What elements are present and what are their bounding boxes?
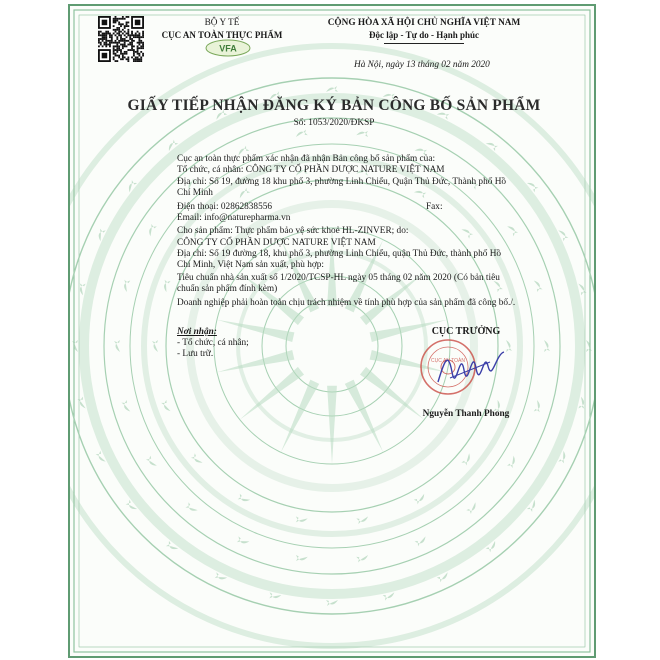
standard-line-1: Tiêu chuẩn nhà sản xuất số 1/2020/TCSP-HL ngày 05 tháng 02 năm 2020 (Có bản tiêu (177, 273, 500, 283)
drum-figure (190, 453, 202, 466)
signer-role: CỤC TRƯỞNG (431, 326, 501, 337)
handwritten-signature (430, 342, 510, 392)
drum-figure (578, 282, 587, 295)
email-line: Email: info@naturepharma.vn (177, 213, 291, 223)
body-line-2: Tổ chức, cá nhân: CÔNG TY CỔ PHẦN DƯỢC NATURE VIỆT NAM (177, 165, 445, 175)
recipient-item-2: - Lưu trữ. (177, 349, 214, 359)
drum-figure (544, 340, 550, 352)
drum-figure (72, 340, 78, 352)
document-title: GIẤY TIẾP NHẬN ĐĂNG KÝ BẢN CÔNG BỐ SẢN PHẨM (127, 97, 541, 114)
drum-figure (145, 456, 157, 469)
drum-figure (414, 494, 427, 505)
drum-figure (414, 187, 427, 198)
drum-star-ray (217, 350, 294, 372)
drum-figure (356, 555, 369, 563)
drum-figure (161, 400, 171, 413)
drum-figure (295, 129, 308, 137)
drum-star-ray (327, 386, 337, 464)
body-line-1: Cục an toàn thực phẩm xác nhận đã nhận Bản công bố sản phẩm của: (177, 154, 436, 164)
ministry-name: BỘ Y TẾ (204, 18, 240, 28)
drum-figure (295, 555, 308, 563)
responsibility-line: Doanh nghiệp phải hoàn toàn chịu trách nhiệm về tính phù hợp của sản phẩm đã công bố./. (177, 298, 516, 308)
manufacturer-address-2: Chí Minh, Việt Nam sản xuất, phù hợp: (177, 260, 324, 270)
body-line-3: Địa chỉ: Số 19, đường 18 khu phố 3, phường Linh Chiểu, Quận Thủ Đức, Thành phố Hồ (177, 177, 507, 187)
recipients-heading: Nơi nhận: (177, 327, 217, 337)
drum-figure (121, 400, 130, 413)
body-line-4: Chí Minh (177, 188, 213, 198)
drum-figure (295, 516, 308, 524)
svg-text:VFA: VFA (219, 43, 237, 54)
certificate-document (68, 4, 596, 658)
product-line: Cho sản phẩm: Thực phẩm bảo vệ sức khoẻ HL-ZINVER; do: (177, 226, 409, 236)
agency-name: CỤC AN TOÀN THỰC PHẨM (161, 30, 283, 40)
national-motto: Độc lập - Tự do - Hạnh phúc (368, 30, 480, 40)
drum-figure (145, 223, 157, 236)
drum-figure (507, 456, 519, 469)
manufacturer-address-1: Địa chỉ: Số 19 đường 18, khu phố 3, phường Linh Chiểu, quận Thủ Đức, thành phố Hồ (177, 249, 502, 259)
drum-figure (326, 600, 338, 606)
vfa-logo (205, 39, 251, 57)
drum-figure (152, 340, 158, 352)
motto-underline (384, 43, 464, 44)
drum-figure (326, 86, 338, 92)
manufacturer-line: CÔNG TY CỔ PHẦN DƯỢC NATURE VIỆT NAM (177, 238, 376, 248)
recipient-item-1: - Tổ chức, cá nhân; (177, 338, 249, 348)
drum-figure (237, 187, 250, 198)
drum-figure (383, 592, 396, 601)
drum-star-ray (281, 380, 319, 453)
drum-star-ray (345, 380, 383, 453)
drum-figure (461, 453, 473, 466)
drum-figure (161, 279, 171, 292)
signer-name: Nguyễn Thanh Phong (422, 409, 510, 419)
drum-figure (466, 502, 479, 514)
drum-figure (534, 279, 543, 292)
drum-figure (237, 494, 250, 505)
drum-figure (356, 129, 369, 137)
drum-figure (578, 397, 587, 410)
fax-line: Fax: (426, 202, 443, 212)
phone-line: Điện thoại: 02862838556 (177, 202, 273, 212)
seal-text: CỤC AN TOÀN (431, 358, 465, 364)
drum-figure (77, 282, 86, 295)
standard-line-2: chuẩn sản phẩm đính kèm) (177, 284, 278, 294)
national-title: CỘNG HÒA XÃ HỘI CHỦ NGHĨA VIỆT NAM (327, 18, 521, 28)
drum-figure (586, 340, 592, 352)
qr-code-image (98, 16, 144, 62)
drum-figure (507, 223, 519, 236)
drum-figure (77, 397, 86, 410)
drum-figure (356, 516, 369, 524)
place-date: Hà Nội, ngày 13 tháng 02 năm 2020 (354, 60, 490, 70)
drum-figure (534, 400, 543, 413)
drum-figure (114, 340, 120, 352)
drum-figure (121, 279, 130, 292)
drum-figure (415, 536, 428, 546)
drum-figure (461, 226, 473, 239)
drum-figure (236, 536, 249, 546)
drum-figure (268, 592, 281, 601)
document-number: Số: 1053/2020/ĐKSP (293, 118, 375, 128)
drum-figure (185, 502, 198, 514)
